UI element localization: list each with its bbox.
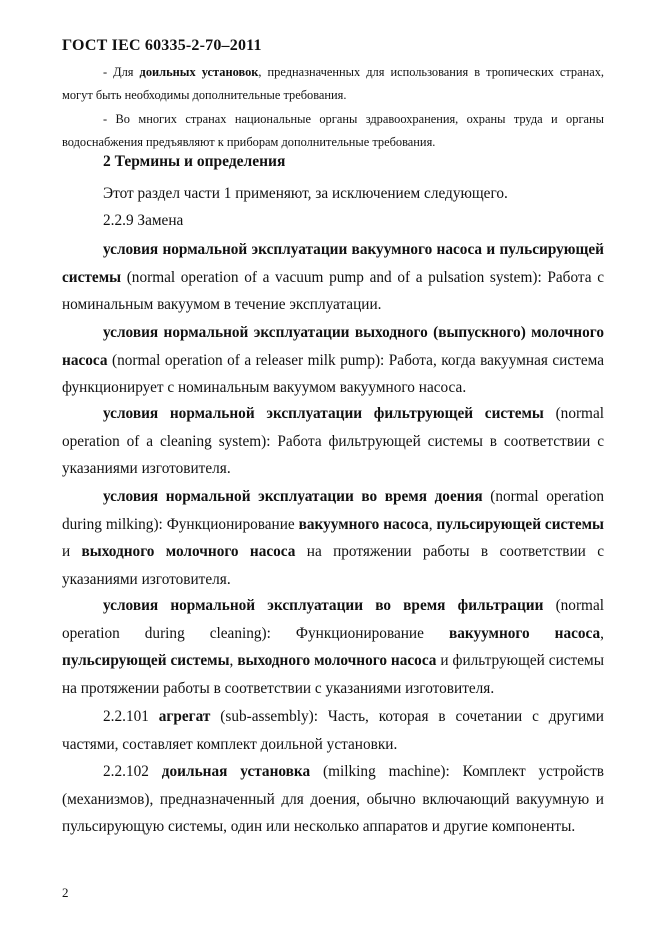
term-vacuum-pump: условия нормальной эксплуатации вакуумного насоса и пульсирующей системы (normal operation of a vacuum pump and of a pulsation system): Работа с номинальным вакуумом в течение эксплуатации. [62,241,604,313]
intro-paragraph: Этот раздел части 1 применяют, за исключением следующего. [103,185,508,202]
term-sub-assembly: 2.2.101 агрегат (sub-assembly): Часть, которая в сочетании с другими частями, составляет комплект доильной установки. [62,708,604,753]
note-tropical: - Для доильных установок, предназначенных для использования в тропических странах, могут быть необходимы дополнительные требования. [62,65,604,102]
section-title: 2 Термины и определения [103,153,286,170]
note-national-authorities: - Во многих странах национальные органы здравоохранения, охраны труда и органы водоснабжения предъявляют к приборам дополнительные требования. [62,112,604,149]
clause-replacement: 2.2.9 Замена [103,212,184,229]
term-releaser-pump: условия нормальной эксплуатации выходного (выпускного) молочного насоса (normal operation of a releaser milk pump): Работа, когда вакуумная система функционирует с номинальным вакуумом вакуумного насоса. [62,324,604,396]
term-milking-machine: 2.2.102 доильная установка (milking machine): Комплект устройств (механизмов), предназначенный для доения, обычно включающий вакуумную и пульсирующую системы, один или несколько аппаратов и другие компоненты. [62,763,604,835]
term-during-cleaning: условия нормальной эксплуатации во время фильтрации (normal operation during cleaning): Функционирование вакуумного насоса, пульсирующей системы, выходного молочного насоса и фильтрующей системы на протяжении работы в соответствии с указаниями изготовителя. [62,597,604,697]
document-header: ГОСТ IEC 60335-2-70–2011 [62,37,262,54]
term-during-milking: условия нормальной эксплуатации во время доения (normal operation during milking): Функционирование вакуумного насоса, пульсирующей системы и выходного молочного насоса на протяжении работы в соответствии с указаниями изготовителя. [62,488,604,588]
term-cleaning-system: условия нормальной эксплуатации фильтрующей системы (normal operation of a cleaning system): Работа фильтрующей системы в соответствии с указаниями изготовителя. [62,405,604,477]
page-number: 2 [62,885,69,900]
